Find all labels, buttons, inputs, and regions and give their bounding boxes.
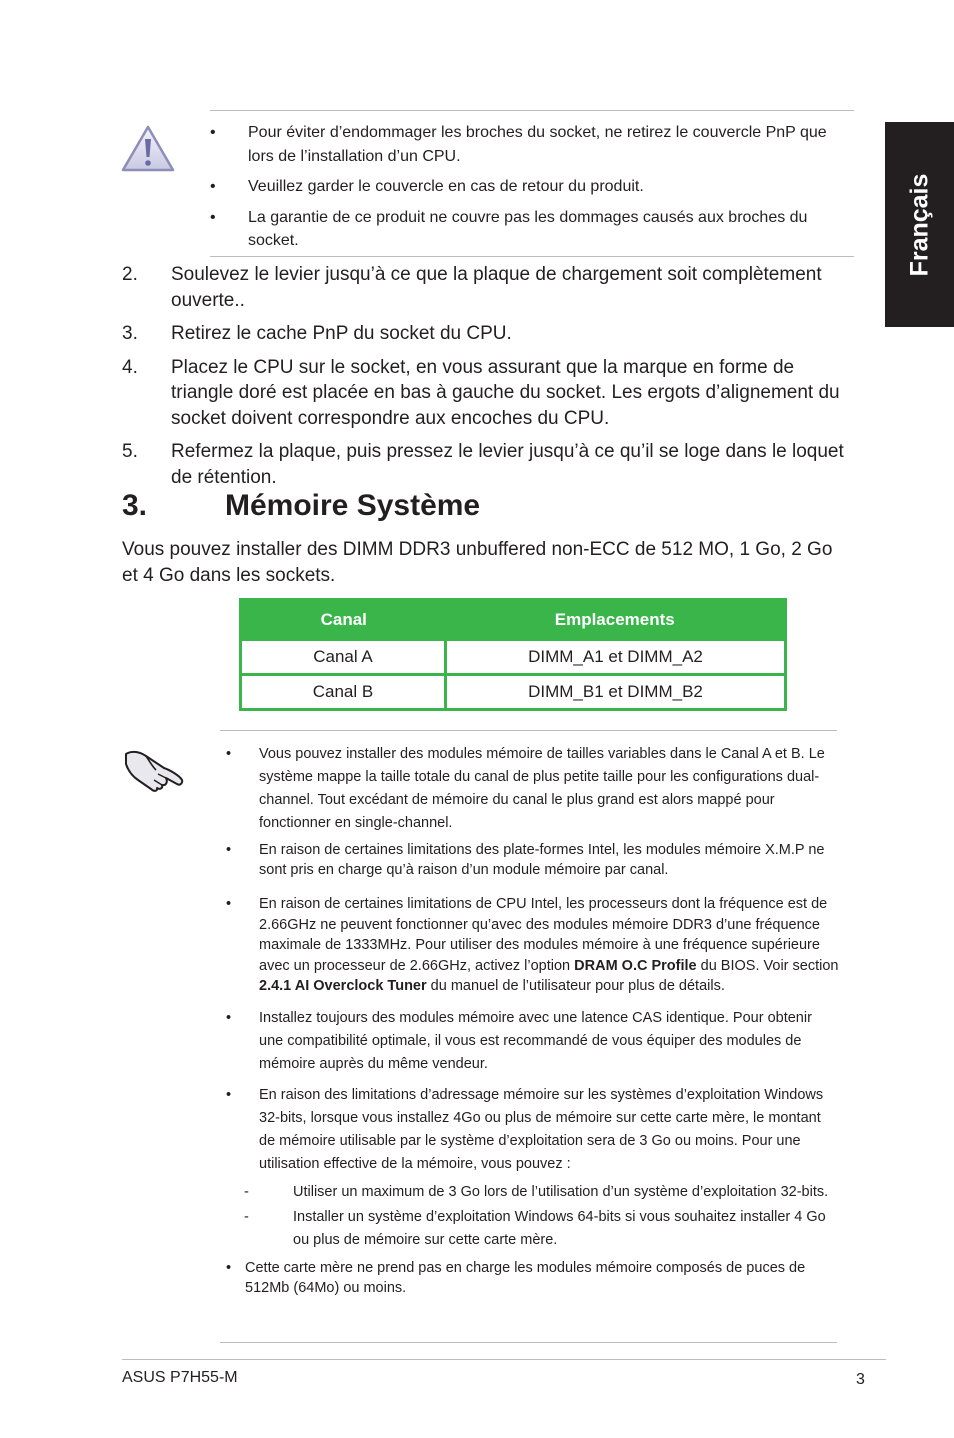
warning-item: • Pour éviter d’endommager les broches du socket, ne retirez le couvercle PnP que lors de l’installation d’un CPU. xyxy=(210,124,827,165)
section-heading xyxy=(122,486,480,526)
note-item: • Vous pouvez installer des modules mémoire de tailles variables dans le Canal A et B. Le système mappe la taille totale du canal de plus petite taille pour les configurations dual-channel. Tout excédant de mémoire du canal le plus grand est alors mappé pour fonctionner en single-channel. xyxy=(226,746,825,831)
warning-item: • Veuillez garder le couvercle en cas de retour du produit. xyxy=(210,178,644,195)
step-item: 5. Refermez la plaque, puis pressez le levier jusqu’à ce qu’il se loge dans le loquet de rétention. xyxy=(122,441,844,488)
page-number: 3 xyxy=(856,1371,865,1388)
note-item: • En raison de certaines limitations de CPU Intel, les processeurs dont la fréquence est de 2.66GHz ne peuvent fonctionner qu’avec des modules mémoire DDR3 d’une fréquence maximale de 1333MHz. Pour utiliser des modules mémoire à une fréquence supérieure avec un processeur de 2.66GHz, activez l’option DRAM O.C Profile du BIOS. Voir section 2.4.1 AI Overclock Tuner du manuel de l’utilisateur pour plus de détails. xyxy=(226,896,839,994)
table-row xyxy=(241,675,786,710)
footer-rule xyxy=(122,1359,886,1360)
step-item: 4. Placez le CPU sur le socket, en vous assurant que la marque en forme de triangle doré est placée en bas à gauche du socket. Les ergots d’alignement du socket doivent correspondre aux encoches du CPU. xyxy=(122,356,840,429)
warning-list xyxy=(210,121,840,260)
memory-channel-table xyxy=(239,598,787,711)
pointing-hand-icon xyxy=(122,744,186,792)
note-item: • En raison de certaines limitations des plate-formes Intel, les modules mémoire X.M.P ne sont pris en charge qu’à raison d’un module mémoire par canal. xyxy=(226,842,825,878)
divider xyxy=(210,256,854,257)
table-cell: DIMM_A1 et DIMM_A2 xyxy=(446,640,786,675)
step-item: 2. Soulevez le levier jusqu’à ce que la plaque de chargement soit complètement ouverte.. xyxy=(122,264,822,311)
table-cell: Canal A xyxy=(241,640,446,675)
table-cell: Canal B xyxy=(241,675,446,710)
table-row xyxy=(241,640,786,675)
note-item: • Cette carte mère ne prend pas en charge les modules mémoire composés de puces de 512Mb (64Mo) ou moins. xyxy=(226,1259,806,1296)
table-header: Emplacements xyxy=(446,600,786,640)
section-number: 3. xyxy=(122,489,148,522)
table-cell: DIMM_B1 et DIMM_B2 xyxy=(446,675,786,710)
table-header: Canal xyxy=(241,600,446,640)
language-tab-label: Français xyxy=(905,173,933,276)
note-subitem: - Utiliser un maximum de 3 Go lors de l’utilisation d’un système d’exploitation 32-bits. xyxy=(244,1183,829,1200)
step-item: 3. Retirez le cache PnP du socket du CPU. xyxy=(122,323,512,344)
note-item: • Installez toujours des modules mémoire avec une latence CAS identique. Pour obtenir une compatibilité optimale, il vous est recommandé de vous équiper des modules de mémoire auprès du même vendeur. xyxy=(226,1009,812,1072)
footer-product: ASUS P7H55-M xyxy=(122,1369,238,1386)
note-item: • En raison des limitations d’adressage mémoire sur les systèmes d’exploitation Windows 32-bits, lorsque vous installez 4Go ou plus de mémoire sur cette carte mère, le montant de mémoire utilisable par le système d’exploitation sera de 3 Go ou moins. Pour une utilisation effective de la mémoire, vous pouvez : xyxy=(226,1086,824,1172)
notes-list xyxy=(220,743,840,1303)
warning-item: • La garantie de ce produit ne couvre pas les dommages causés aux broches du socket. xyxy=(210,208,808,249)
section-title: Mémoire Système xyxy=(225,489,481,522)
section-intro: Vous pouvez installer des DIMM DDR3 unbuffered non-ECC de 512 MO, 1 Go, 2 Go et 4 Go dans les sockets. xyxy=(122,539,833,586)
divider xyxy=(220,1342,837,1343)
divider xyxy=(210,110,854,111)
language-tab xyxy=(885,122,954,327)
warning-triangle-icon xyxy=(120,124,176,174)
note-subitem: - Installer un système d’exploitation Windows 64-bits si vous souhaitez installer 4 Go ou plus de mémoire sur cette carte mère. xyxy=(244,1208,826,1248)
steps-list xyxy=(122,262,846,498)
divider xyxy=(220,730,837,731)
